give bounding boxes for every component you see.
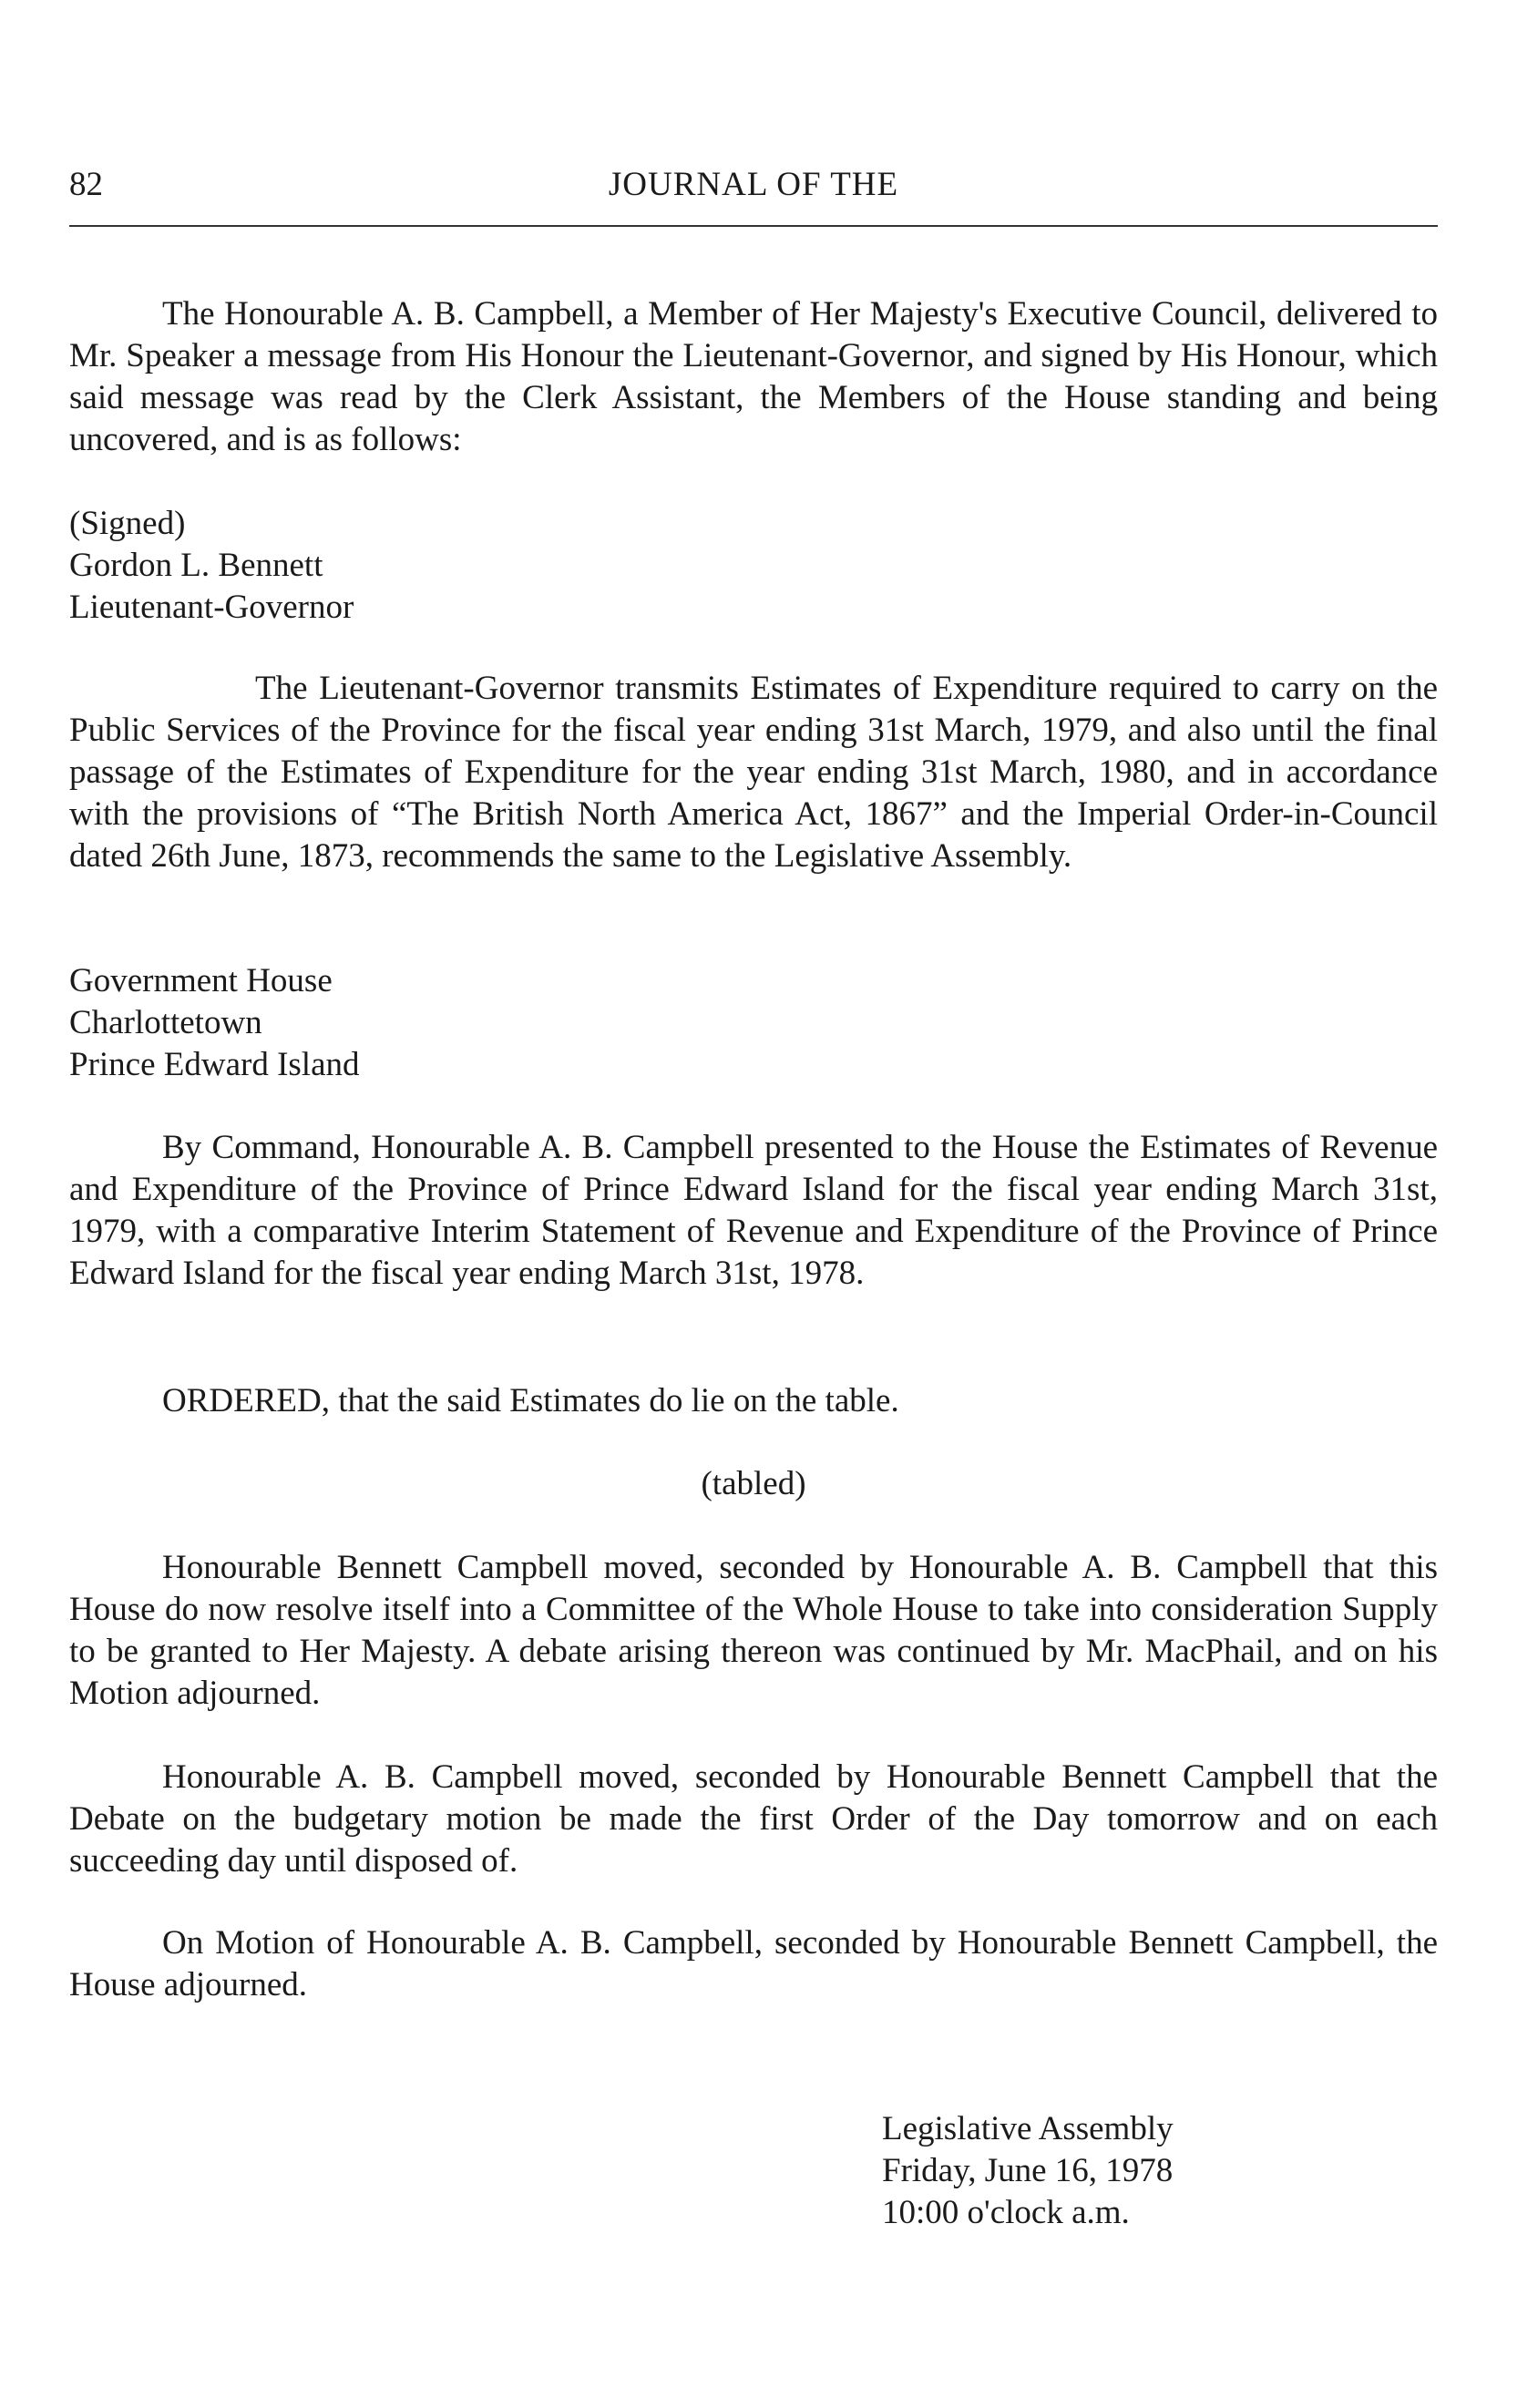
tabled-note: (tabled) <box>701 1465 806 1502</box>
sitting-signoff <box>882 2108 1429 2234</box>
by-command-paragraph: By Command, Honourable A. B. Campbell presented to the House the Estimates of Revenue and Expenditure of the Province of Prince Edward Island for the fiscal year ending March 31st, 1979, with a comparative Interim Statement of Revenue and Expenditure of the Province of Prince Edward Island for the fiscal year ending March 31st, 1978. <box>69 1129 1438 1292</box>
page-header <box>69 162 1438 208</box>
message-intro-paragraph: The Honourable A. B. Campbell, a Member of Her Majesty's Executive Council, delivered to Mr. Speaker a message from His Honour the Lieutenant-Governor, and signed by His Honour, which said message was read by the Clerk Assistant, the Members of the House standing and being uncovered, and is as follows: <box>69 295 1438 458</box>
address-line-2: Charlottetown <box>69 1004 262 1041</box>
message-body-paragraph: The Lieutenant-Governor transmits Estimates of Expenditure required to carry on the Public Services of the Province for the fiscal year ending 31st March, 1979, and also until the final passage of the Estimates of Expenditure for the year ending 31st March, 1980, and in accordance with the provisions of “The British North America Act, 1867” and the Imperial Order-in-Council dated 26th June, 1873, recommends the same to the Legislative Assembly. <box>69 670 1438 875</box>
motion-adjourn-paragraph: On Motion of Honourable A. B. Campbell, seconded by Honourable Bennett Campbell, the House adjourned. <box>69 1924 1438 2003</box>
signature-signed: (Signed) <box>69 505 186 542</box>
motion-debate-paragraph: Honourable A. B. Campbell moved, seconded by Honourable Bennett Campbell that the Debate on the budgetary motion be made the first Order of the Day tomorrow and on each succeeding day until disposed of. <box>69 1758 1438 1880</box>
address-line-3: Prince Edward Island <box>69 1046 360 1083</box>
page-number: 82 <box>69 166 103 203</box>
ordered-paragraph: ORDERED, that the said Estimates do lie on the table. <box>162 1382 899 1419</box>
signoff-assembly: Legislative Assembly <box>882 2110 1174 2147</box>
address-line-1: Government House <box>69 962 333 999</box>
signature-name: Gordon L. Bennett <box>69 547 323 584</box>
signoff-date: Friday, June 16, 1978 <box>882 2152 1174 2189</box>
motion-supply-paragraph: Honourable Bennett Campbell moved, seconded by Honourable A. B. Campbell that this House do now resolve itself into a Committee of the Whole House to take into consideration Supply to be granted to Her Majesty. A debate arising thereon was continued by Mr. MacPhail, and on his Motion adjourned. <box>69 1549 1438 1712</box>
signoff-time: 10:00 o'clock a.m. <box>882 2194 1130 2231</box>
address-block <box>69 960 1438 1086</box>
running-head: JOURNAL OF THE <box>608 166 899 203</box>
signature-block <box>69 503 1438 629</box>
header-rule <box>69 225 1438 227</box>
signature-title: Lieutenant-Governor <box>69 589 354 626</box>
